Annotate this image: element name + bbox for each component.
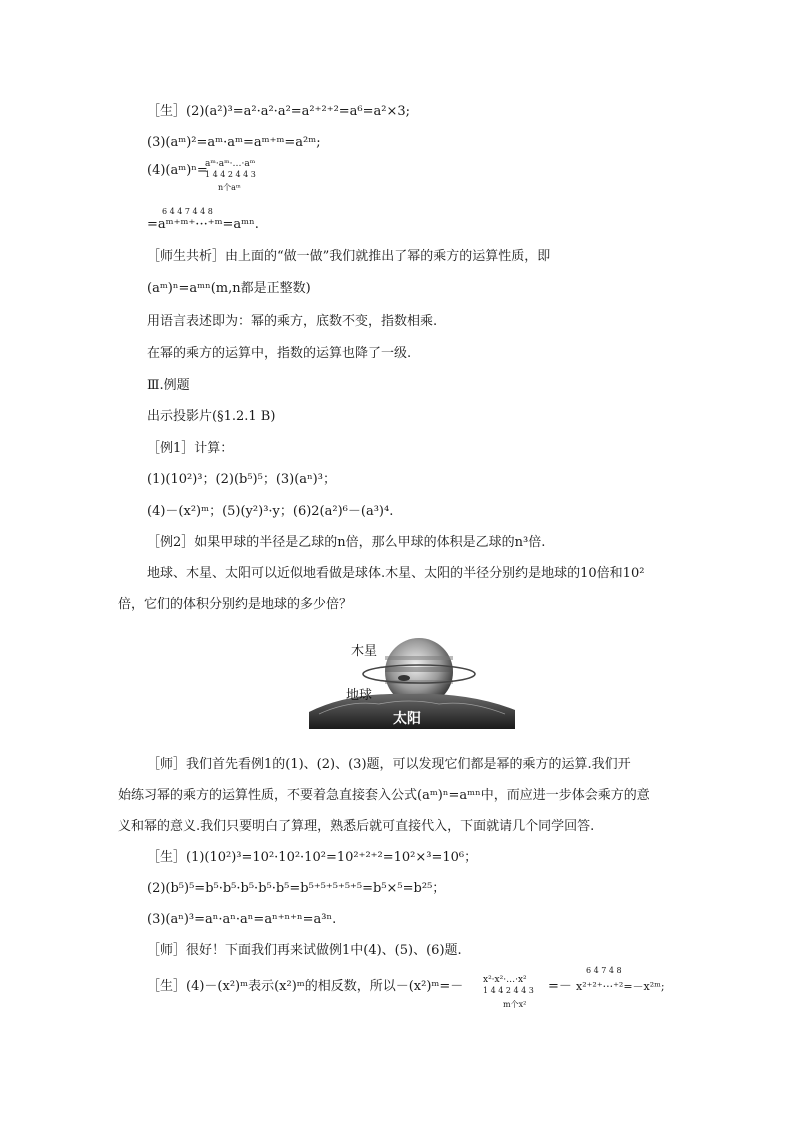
text-line: 义和幂的意义.我们只要明白了算理，熟悉后就可直接代入，下面就请几个同学回答. xyxy=(118,819,595,834)
formula-top: aᵐ·aᵐ·…·aᵐ xyxy=(205,159,256,169)
planet-figure xyxy=(309,634,515,729)
brace-over: 6 4 4 7 4 4 8 xyxy=(162,207,213,216)
text-line: 在幂的乘方的运算中，指数的运算也降了一级. xyxy=(147,346,412,361)
brace-under: 1 4 4 2 4 4 3 xyxy=(205,170,256,179)
text-line: ［例1］计算： xyxy=(147,441,234,456)
text-line: (4)－(x²)ᵐ；(5)(y²)³·y；(6)2(a²)⁶－(a³)⁴. xyxy=(147,504,394,519)
text-line: (3)(aⁿ)³=aⁿ·aⁿ·aⁿ=aⁿ⁺ⁿ⁺ⁿ=a³ⁿ. xyxy=(147,912,337,927)
brace-over: 6 4 7 4 8 xyxy=(586,966,622,975)
text-line: (2)(b⁵)⁵=b⁵·b⁵·b⁵·b⁵·b⁵=b⁵⁺⁵⁺⁵⁺⁵⁺⁵=b⁵×⁵=b²⁵； xyxy=(147,881,446,896)
text-line: ［师］很好！下面我们再来试做例1中(4)、(5)、(6)题. xyxy=(147,943,462,958)
text-line: ［生］(2)(a²)³=a²·a²·a²=a²⁺²⁺²=a⁶=a²×3; xyxy=(147,104,411,119)
text-line: ［例2］如果甲球的半径是乙球的n倍，那么甲球的体积是乙球的n³倍. xyxy=(147,535,546,550)
jupiter-label: 木星 xyxy=(351,644,378,659)
text-line: ［师生共析］由上面的“做一做”我们就推出了幂的乘方的运算性质，即 xyxy=(147,249,551,264)
formula-prefix: ［生］(4)－(x²)ᵐ表示(x²)ᵐ的相反数，所以－(x²)ᵐ=－ xyxy=(147,979,464,994)
text-line: ［生］(1)(10²)³=10²·10²·10²=10²⁺²⁺²=10²×³=10⁶； xyxy=(147,850,478,865)
text-line: (1)(10²)³；(2)(b⁵)⁵；(3)(aⁿ)³； xyxy=(147,472,336,487)
text-line: Ⅲ.例题 xyxy=(147,378,190,393)
text-line: (aᵐ)ⁿ=aᵐⁿ(m,n都是正整数) xyxy=(147,281,311,296)
brace-label: n个aᵐ xyxy=(218,183,241,192)
brace-under: 1 4 4 2 4 4 3 xyxy=(483,986,534,995)
text-line xyxy=(147,162,208,180)
formula-end: x²⁺²⁺···⁺²=－x²ᵐ; xyxy=(576,980,665,993)
formula-prefix: (4)(aᵐ)ⁿ= xyxy=(147,163,208,178)
text-line: ［师］我们首先看例1的(1)、(2)、(3)题，可以发现它们都是幂的乘方的运算.我们开 xyxy=(147,757,631,772)
text-line: 倍，它们的体积分别约是地球的多少倍？ xyxy=(118,597,353,612)
earth-label: 地球 xyxy=(346,688,373,703)
text-line: =aᵐ⁺ᵐ⁺···⁺ᵐ=aᵐⁿ. xyxy=(147,217,259,232)
text-line xyxy=(147,978,463,996)
brace-label: m个x² xyxy=(503,1000,527,1009)
text-line: 出示投影片(§1.2.1 B) xyxy=(147,409,276,424)
sun-label: 太阳 xyxy=(393,711,421,727)
formula-mid: x²·x²·…·x² xyxy=(483,975,527,985)
text-line: 始练习幂的乘方的运算性质，不要着急直接套入公式(aᵐ)ⁿ=aᵐⁿ中，而应进一步体会乘方的意 xyxy=(118,788,650,803)
text-line: 地球、木星、太阳可以近似地看做是球体.木星、太阳的半径分别约是地球的10倍和10² xyxy=(147,566,645,581)
text-line: (3)(aᵐ)²=aᵐ·aᵐ=aᵐ⁺ᵐ=a²ᵐ; xyxy=(147,135,321,150)
text-line: 用语言表述即为：幂的乘方，底数不变，指数相乘. xyxy=(147,314,438,329)
formula-eq: =－ xyxy=(548,979,572,994)
